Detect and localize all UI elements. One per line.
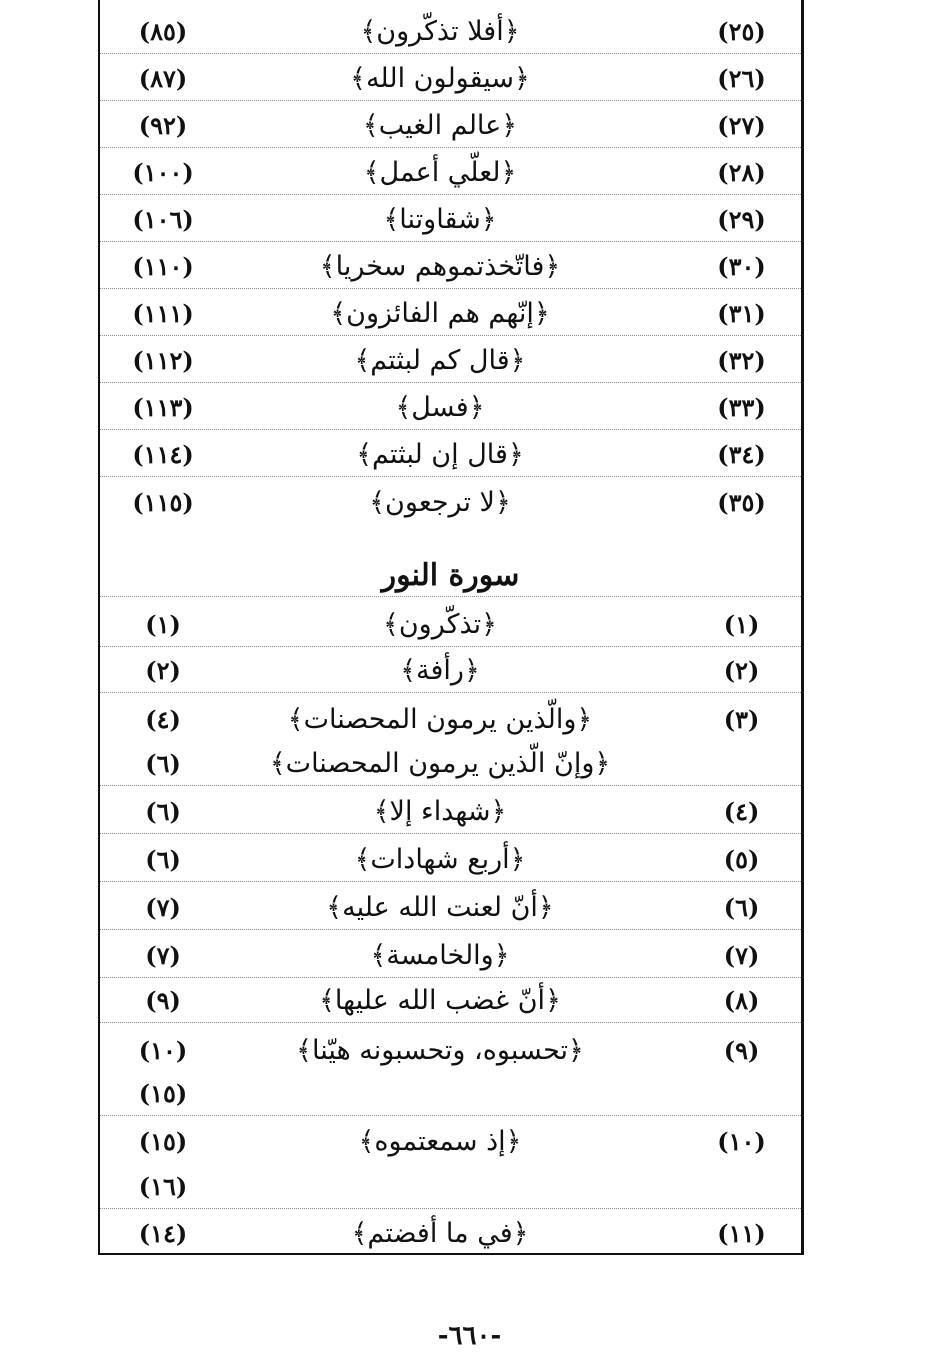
page-ref: (٩٢) — [138, 111, 188, 140]
table-row — [100, 886, 801, 930]
page-ref: (١١٠) — [132, 252, 194, 281]
page-ref: (٦) — [145, 749, 181, 778]
verse-number: (٨) — [723, 986, 760, 1015]
page-ref: (١٠) — [138, 1035, 188, 1065]
verse-text: ﴿عالم الغيب﴾ — [362, 110, 518, 141]
table-row — [100, 386, 801, 430]
verse-text: ﴿فسل﴾ — [395, 392, 485, 423]
verse-number: (٢٧) — [717, 111, 766, 140]
table-row — [100, 1165, 801, 1209]
page-ref: (١٠٠) — [132, 158, 194, 187]
verse-text: ﴿فاتّخذتموهم سخريا﴾ — [319, 251, 561, 282]
page-ref: (١٤) — [138, 1218, 188, 1248]
page-ref: (٩) — [145, 986, 181, 1015]
verse-number: (٧) — [723, 941, 760, 970]
page-ref: (١١٤) — [132, 440, 194, 469]
verse-number: (٢٦) — [717, 64, 766, 93]
page-ref: (١١٥) — [132, 487, 194, 517]
verse-text: ﴿وإنّ الّذين يرمون المحصنات﴾ — [269, 748, 611, 779]
page-ref: (٧) — [145, 893, 181, 922]
verse-number: (٣٠) — [717, 252, 766, 281]
verse-text: ﴿رأفة﴾ — [400, 655, 480, 686]
page-ref: (٨٥) — [138, 17, 188, 46]
table-row — [100, 480, 801, 524]
page-ref: (٤) — [145, 704, 181, 734]
surah-heading: سورة النور — [381, 557, 520, 593]
verse-text: ﴿قال إن لبثتم﴾ — [356, 439, 524, 470]
verse-text: ﴿سيقولون الله﴾ — [350, 63, 530, 94]
table-row — [100, 433, 801, 477]
verse-number — [680, 1165, 803, 1208]
verse-text: ﴿تحسبوه، وتحسبونه هيّنا﴾ — [296, 1034, 584, 1066]
verse-number: (٩) — [723, 1035, 760, 1065]
page-ref: (١١٣) — [132, 393, 194, 422]
verse-text — [230, 1165, 650, 1208]
table-row — [100, 649, 801, 693]
verse-number: (٢) — [723, 656, 760, 685]
page-ref: (٢) — [145, 656, 181, 685]
table-row — [100, 934, 801, 978]
table-row — [100, 838, 801, 882]
verse-number: (٣٤) — [717, 440, 766, 469]
table-row — [100, 57, 801, 101]
verse-number: (١٠) — [717, 1126, 766, 1156]
table-row — [100, 1072, 801, 1116]
table-row — [100, 1028, 801, 1072]
verse-text: ﴿تذكّرون﴾ — [383, 609, 497, 640]
verse-number: (٢٥) — [717, 17, 766, 46]
verse-number: (٣٢) — [717, 346, 766, 375]
table-row — [100, 979, 801, 1023]
verse-text: ﴿والخامسة﴾ — [370, 940, 510, 971]
table-row — [100, 198, 801, 242]
verse-text: ﴿في ما أفضتم﴾ — [351, 1217, 529, 1249]
verse-text: ﴿أربع شهادات﴾ — [354, 844, 526, 875]
page-ref: (١٠٦) — [132, 205, 194, 234]
table-row — [100, 339, 801, 383]
verse-number: (٤) — [723, 797, 760, 826]
verse-text: ﴿شقاوتنا﴾ — [383, 204, 497, 235]
verse-number: (٣١) — [717, 299, 766, 328]
table-row — [100, 603, 801, 647]
index-table — [98, 0, 804, 1255]
verse-text: ﴿إذ سمعتموه﴾ — [358, 1125, 522, 1157]
heading-divider — [100, 553, 801, 597]
page-ref: (١٦) — [138, 1172, 188, 1201]
table-row — [100, 10, 801, 54]
table-row — [100, 245, 801, 289]
verse-number: (٣٣) — [717, 393, 766, 422]
verse-number: (٥) — [723, 845, 760, 874]
page-ref: (٧) — [145, 941, 181, 970]
page-ref: (٦) — [145, 845, 181, 874]
page-ref: (١١٢) — [132, 346, 194, 375]
page-ref: (٦) — [145, 797, 181, 826]
verse-text: ﴿لعلّي أعمل﴾ — [363, 157, 517, 188]
verse-number: (٦) — [723, 893, 760, 922]
verse-number: (١) — [723, 610, 760, 639]
table-row — [100, 1211, 801, 1255]
verse-text: ﴿لا ترجعون﴾ — [369, 486, 511, 518]
verse-number — [680, 742, 803, 785]
verse-text: ﴿شهداء إلا﴾ — [373, 796, 507, 827]
verse-text: ﴿والّذين يرمون المحصنات﴾ — [287, 703, 593, 735]
table-row — [100, 1119, 801, 1163]
verse-number: (٣٥) — [717, 487, 766, 517]
verse-number: (١١) — [717, 1218, 766, 1248]
verse-text: ﴿قال كم لبثتم﴾ — [354, 345, 526, 376]
verse-text: ﴿أنّ غضب الله عليها﴾ — [319, 985, 561, 1016]
table-row — [100, 151, 801, 195]
page-ref: (٨٧) — [138, 64, 188, 93]
verse-text: ﴿أنّ لعنت الله عليه﴾ — [326, 892, 554, 923]
verse-text: ﴿إنّهم هم الفائزون﴾ — [330, 298, 550, 329]
table-row — [100, 742, 801, 786]
verse-number — [680, 1072, 803, 1115]
table-row — [100, 790, 801, 834]
table-row — [100, 292, 801, 336]
page-ref: (١٥) — [138, 1126, 188, 1156]
verse-number: (٣) — [723, 704, 760, 734]
page-number: -٦٦٠- — [437, 1321, 502, 1351]
page-ref: (١٥) — [138, 1079, 188, 1108]
page-ref: (١١١) — [132, 299, 194, 328]
verse-number: (٢٨) — [717, 158, 766, 187]
page-ref: (١) — [145, 610, 181, 639]
verse-text: ﴿أفلا تذكّرون﴾ — [360, 16, 520, 47]
verse-text — [230, 1072, 650, 1115]
table-row — [100, 104, 801, 148]
table-row — [100, 697, 801, 741]
verse-number: (٢٩) — [717, 205, 766, 234]
